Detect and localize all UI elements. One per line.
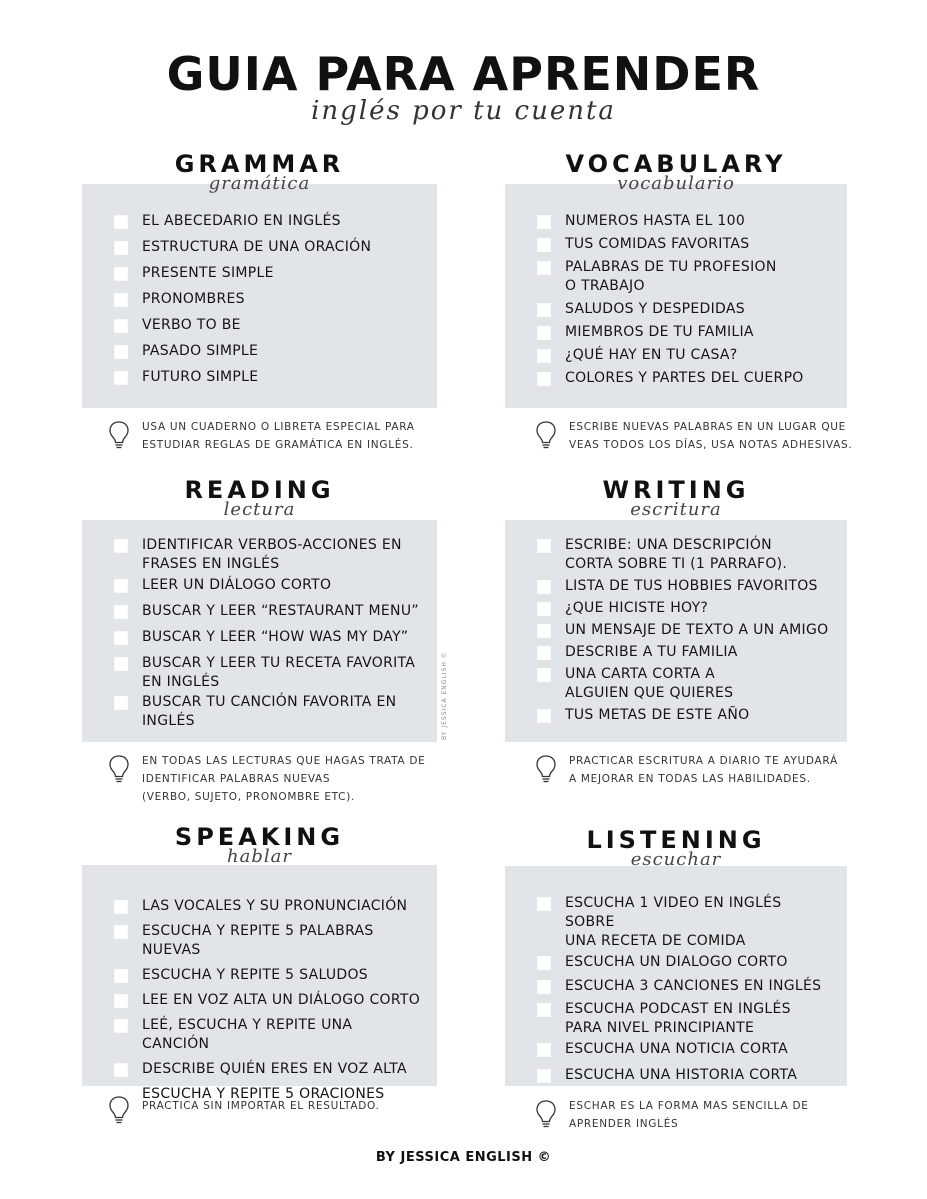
item-label-cont: UNA RECETA DE COMIDA xyxy=(565,933,746,949)
checklist-item xyxy=(537,212,831,231)
checklist-item xyxy=(114,966,421,985)
checkbox-icon[interactable] xyxy=(537,238,551,252)
checklist-box xyxy=(505,520,847,742)
checklist-item xyxy=(537,369,831,388)
item-label: LEER UN DIÁLOGO CORTO xyxy=(142,577,332,593)
checkbox-icon[interactable] xyxy=(537,668,551,682)
lightbulb-icon xyxy=(535,754,557,784)
checkbox-icon[interactable] xyxy=(537,956,551,970)
section-subtitle: hablar xyxy=(227,846,292,867)
item-label: LISTA DE TUS HOBBIES FAVORITOS xyxy=(565,578,818,594)
item-label: SALUDOS Y DESPEDIDAS xyxy=(565,301,745,317)
item-label-cont: PARA NIVEL PRINCIPIANTE xyxy=(565,1020,755,1036)
checklist-item xyxy=(537,953,831,972)
checklist-item xyxy=(114,897,421,916)
item-label: PRESENTE SIMPLE xyxy=(142,265,274,281)
item-label: ESCUCHA 1 VIDEO EN INGLÉS SOBRE xyxy=(565,895,782,930)
checkbox-icon[interactable] xyxy=(114,657,128,671)
checklist-box xyxy=(505,866,847,1086)
checklist-item xyxy=(114,693,421,731)
checkbox-icon[interactable] xyxy=(114,241,128,255)
lightbulb-icon xyxy=(108,1095,130,1125)
item-label: BUSCAR Y LEER “RESTAURANT MENU” xyxy=(142,603,419,619)
item-label-cont: O TRABAJO xyxy=(565,278,645,294)
checklist-item xyxy=(114,368,421,387)
writing-tip xyxy=(535,752,838,788)
checklist-item xyxy=(537,643,831,662)
checkbox-icon[interactable] xyxy=(114,293,128,307)
checkbox-icon[interactable] xyxy=(537,349,551,363)
checklist-item xyxy=(114,654,421,692)
item-label: FUTURO SIMPLE xyxy=(142,369,259,385)
checklist-item xyxy=(537,258,831,296)
item-label: TUS COMIDAS FAVORITAS xyxy=(565,236,750,252)
checklist-item xyxy=(537,536,831,574)
tip-line: ESCHAR ES LA FORMA MAS SENCILLA DE xyxy=(569,1100,809,1112)
checklist-item xyxy=(537,346,831,365)
item-label: COLORES Y PARTES DEL CUERPO xyxy=(565,370,804,386)
checklist-item xyxy=(537,621,831,640)
tip-line: IDENTIFICAR PALABRAS NUEVAS xyxy=(142,773,331,785)
checkbox-icon[interactable] xyxy=(114,994,128,1008)
section-subtitle: lectura xyxy=(223,499,296,520)
item-label: ESCUCHA UNA NOTICIA CORTA xyxy=(565,1041,788,1057)
section-subtitle: escuchar xyxy=(630,849,722,870)
checklist-item xyxy=(537,1066,831,1085)
reading-tip xyxy=(108,752,425,806)
item-label: ESCUCHA Y REPITE 5 ORACIONES xyxy=(142,1086,385,1102)
item-label: BUSCAR Y LEER “HOW WAS MY DAY” xyxy=(142,629,409,645)
checklist-box xyxy=(82,865,437,1102)
section-title: LISTENING xyxy=(586,826,766,854)
vocabulary-tip xyxy=(535,418,852,454)
checklist-item xyxy=(114,536,421,574)
item-label: MIEMBROS DE TU FAMILIA xyxy=(565,324,754,340)
tip-line: (VERBO, SUJETO, PRONOMBRE ETC). xyxy=(142,791,356,803)
checkbox-icon[interactable] xyxy=(537,1043,551,1057)
checkbox-icon[interactable] xyxy=(114,215,128,229)
tip-line: A MEJORAR EN TODAS LAS HABILIDADES. xyxy=(569,773,811,785)
speaking-section xyxy=(82,823,437,1102)
listening-tip xyxy=(535,1097,809,1133)
checkbox-icon[interactable] xyxy=(537,897,551,911)
section-title: VOCABULARY xyxy=(565,150,787,178)
tip-line: PRACTICAR ESCRITURA A DIARIO TE AYUDARÁ xyxy=(569,755,838,767)
item-label: ESTRUCTURA DE UNA ORACIÓN xyxy=(142,239,372,255)
checkbox-icon[interactable] xyxy=(114,1019,128,1033)
checklist-item xyxy=(114,576,421,595)
item-label: IDENTIFICAR VERBOS-ACCIONES EN xyxy=(142,537,402,553)
checklist-item xyxy=(537,599,831,618)
item-label-cont: CORTA SOBRE TI (1 PARRAFO). xyxy=(565,556,788,572)
checklist-item xyxy=(114,628,421,647)
checkbox-icon[interactable] xyxy=(537,539,551,553)
checklist-item xyxy=(114,922,421,960)
checkbox-icon[interactable] xyxy=(537,1003,551,1017)
checklist-item xyxy=(537,706,831,725)
section-title: READING xyxy=(184,476,335,504)
item-label: EL ABECEDARIO EN INGLÉS xyxy=(142,213,341,229)
lightbulb-icon xyxy=(535,420,557,450)
checklist-item xyxy=(114,991,421,1010)
checkbox-icon[interactable] xyxy=(537,261,551,275)
section-subtitle: escritura xyxy=(630,499,722,520)
item-label: ¿QUÉ HAY EN TU CASA? xyxy=(565,347,738,363)
checkbox-icon[interactable] xyxy=(114,1063,128,1077)
item-label: DESCRIBE QUIÉN ERES EN VOZ ALTA xyxy=(142,1061,407,1077)
item-label: LEÉ, ESCUCHA Y REPITE UNA CANCIÓN xyxy=(142,1017,353,1052)
checklist-item xyxy=(114,212,421,231)
checkbox-icon[interactable] xyxy=(114,900,128,914)
item-label-cont: EN INGLÉS xyxy=(142,674,220,690)
item-label: LEE EN VOZ ALTA UN DIÁLOGO CORTO xyxy=(142,992,421,1008)
checkbox-icon[interactable] xyxy=(537,215,551,229)
checkbox-icon[interactable] xyxy=(114,925,128,939)
checkbox-icon[interactable] xyxy=(537,580,551,594)
item-label: BUSCAR TU CANCIÓN FAVORITA EN xyxy=(142,694,397,710)
checklist-item xyxy=(537,894,831,951)
item-label: ESCUCHA UN DIALOGO CORTO xyxy=(565,954,788,970)
item-label: TUS METAS DE ESTE AÑO xyxy=(565,707,750,723)
checkbox-icon[interactable] xyxy=(114,319,128,333)
checkbox-icon[interactable] xyxy=(114,631,128,645)
footer-credit: BY JESSICA ENGLISH © xyxy=(375,1150,552,1165)
checkbox-icon[interactable] xyxy=(114,605,128,619)
page-subtitle: inglés por tu cuenta xyxy=(311,96,616,126)
item-label: ESCUCHA PODCAST EN INGLÉS xyxy=(565,1001,791,1017)
checkbox-icon[interactable] xyxy=(537,303,551,317)
lightbulb-icon xyxy=(108,420,130,450)
lightbulb-icon xyxy=(535,1099,557,1129)
checkbox-icon[interactable] xyxy=(537,602,551,616)
item-label: ESCUCHA Y REPITE 5 PALABRAS NUEVAS xyxy=(142,923,374,958)
checklist-item xyxy=(537,300,831,319)
checklist-item xyxy=(114,1016,421,1054)
listening-section xyxy=(505,826,847,1096)
tip-line: APRENDER INGLÉS xyxy=(569,1118,679,1130)
checklist-item xyxy=(114,238,421,257)
section-title: GRAMMAR xyxy=(174,150,345,178)
checklist-item xyxy=(114,316,421,335)
tip-line: EN TODAS LAS LECTURAS QUE HAGAS TRATA DE xyxy=(142,755,426,767)
item-label: DESCRIBE A TU FAMILIA xyxy=(565,644,738,660)
checkbox-icon[interactable] xyxy=(537,624,551,638)
writing-section xyxy=(505,476,847,746)
item-label: PRONOMBRES xyxy=(142,291,245,307)
page-title: GUIA PARA APRENDER xyxy=(166,47,761,101)
checklist-box xyxy=(505,184,847,408)
checkbox-icon[interactable] xyxy=(537,646,551,660)
lightbulb-icon xyxy=(108,754,130,784)
checkbox-icon[interactable] xyxy=(114,579,128,593)
checklist-item xyxy=(114,1060,421,1079)
checklist-item xyxy=(537,577,831,596)
grammar-tip xyxy=(108,418,415,454)
reading-section xyxy=(82,476,437,746)
checkbox-icon[interactable] xyxy=(537,326,551,340)
item-label: ¿QUE HICISTE HOY? xyxy=(565,600,709,616)
checkbox-icon[interactable] xyxy=(537,980,551,994)
checkbox-icon[interactable] xyxy=(114,539,128,553)
checklist-box xyxy=(82,520,437,742)
checklist-item xyxy=(537,323,831,342)
tip-line: USA UN CUADERNO O LIBRETA ESPECIAL PARA xyxy=(142,421,415,433)
checklist-box xyxy=(82,184,437,408)
item-label: PASADO SIMPLE xyxy=(142,343,259,359)
tip-line: PRACTICA SIN IMPORTAR EL RESULTADO. xyxy=(142,1100,380,1112)
item-label: UN MENSAJE DE TEXTO A UN AMIGO xyxy=(565,622,829,638)
item-label-cont: ALGUIEN QUE QUIERES xyxy=(565,685,734,701)
watermark: BY JESSICA ENGLISH © xyxy=(441,651,448,740)
item-label-cont: INGLÉS xyxy=(142,713,195,729)
speaking-tip xyxy=(108,1093,380,1125)
checkbox-icon[interactable] xyxy=(537,709,551,723)
section-title: SPEAKING xyxy=(174,823,345,851)
item-label: ESCUCHA UNA HISTORIA CORTA xyxy=(565,1067,798,1083)
checkbox-icon[interactable] xyxy=(114,345,128,359)
checkbox-icon[interactable] xyxy=(537,372,551,386)
checklist-item xyxy=(537,235,831,254)
checklist-item xyxy=(537,1040,831,1059)
item-label: ESCUCHA Y REPITE 5 SALUDOS xyxy=(142,967,368,983)
item-label: LAS VOCALES Y SU PRONUNCIACIÓN xyxy=(142,898,408,914)
checkbox-icon[interactable] xyxy=(114,969,128,983)
checkbox-icon[interactable] xyxy=(537,1069,551,1083)
item-label: ESCRIBE: UNA DESCRIPCIÓN xyxy=(565,537,772,553)
item-label: VERBO TO BE xyxy=(142,317,241,333)
checklist-item xyxy=(537,977,831,996)
item-label: NUMEROS HASTA EL 100 xyxy=(565,213,746,229)
tip-line: ESTUDIAR REGLAS DE GRAMÁTICA EN INGLÉS. xyxy=(142,439,414,451)
section-title: WRITING xyxy=(602,476,750,504)
tip-line: ESCRIBE NUEVAS PALABRAS EN UN LUGAR QUE xyxy=(569,421,846,433)
item-label: PALABRAS DE TU PROFESION xyxy=(565,259,777,275)
checklist-item xyxy=(114,602,421,621)
checklist-item xyxy=(537,1000,831,1038)
checkbox-icon[interactable] xyxy=(114,371,128,385)
checkbox-icon[interactable] xyxy=(114,696,128,710)
item-label: ESCUCHA 3 CANCIONES EN INGLÉS xyxy=(565,978,822,994)
checklist-item xyxy=(114,264,421,283)
item-label: UNA CARTA CORTA A xyxy=(565,666,715,682)
checklist-item xyxy=(114,342,421,361)
tip-line: VEAS TODOS LOS DÍAS, USA NOTAS ADHESIVAS. xyxy=(569,439,853,451)
checklist-item xyxy=(114,290,421,309)
section-subtitle: vocabulario xyxy=(617,173,735,194)
item-label-cont: FRASES EN INGLÉS xyxy=(142,556,280,572)
checkbox-icon[interactable] xyxy=(114,267,128,281)
checklist-item xyxy=(537,665,831,703)
section-subtitle: gramática xyxy=(208,173,311,194)
item-label: BUSCAR Y LEER TU RECETA FAVORITA xyxy=(142,655,416,671)
